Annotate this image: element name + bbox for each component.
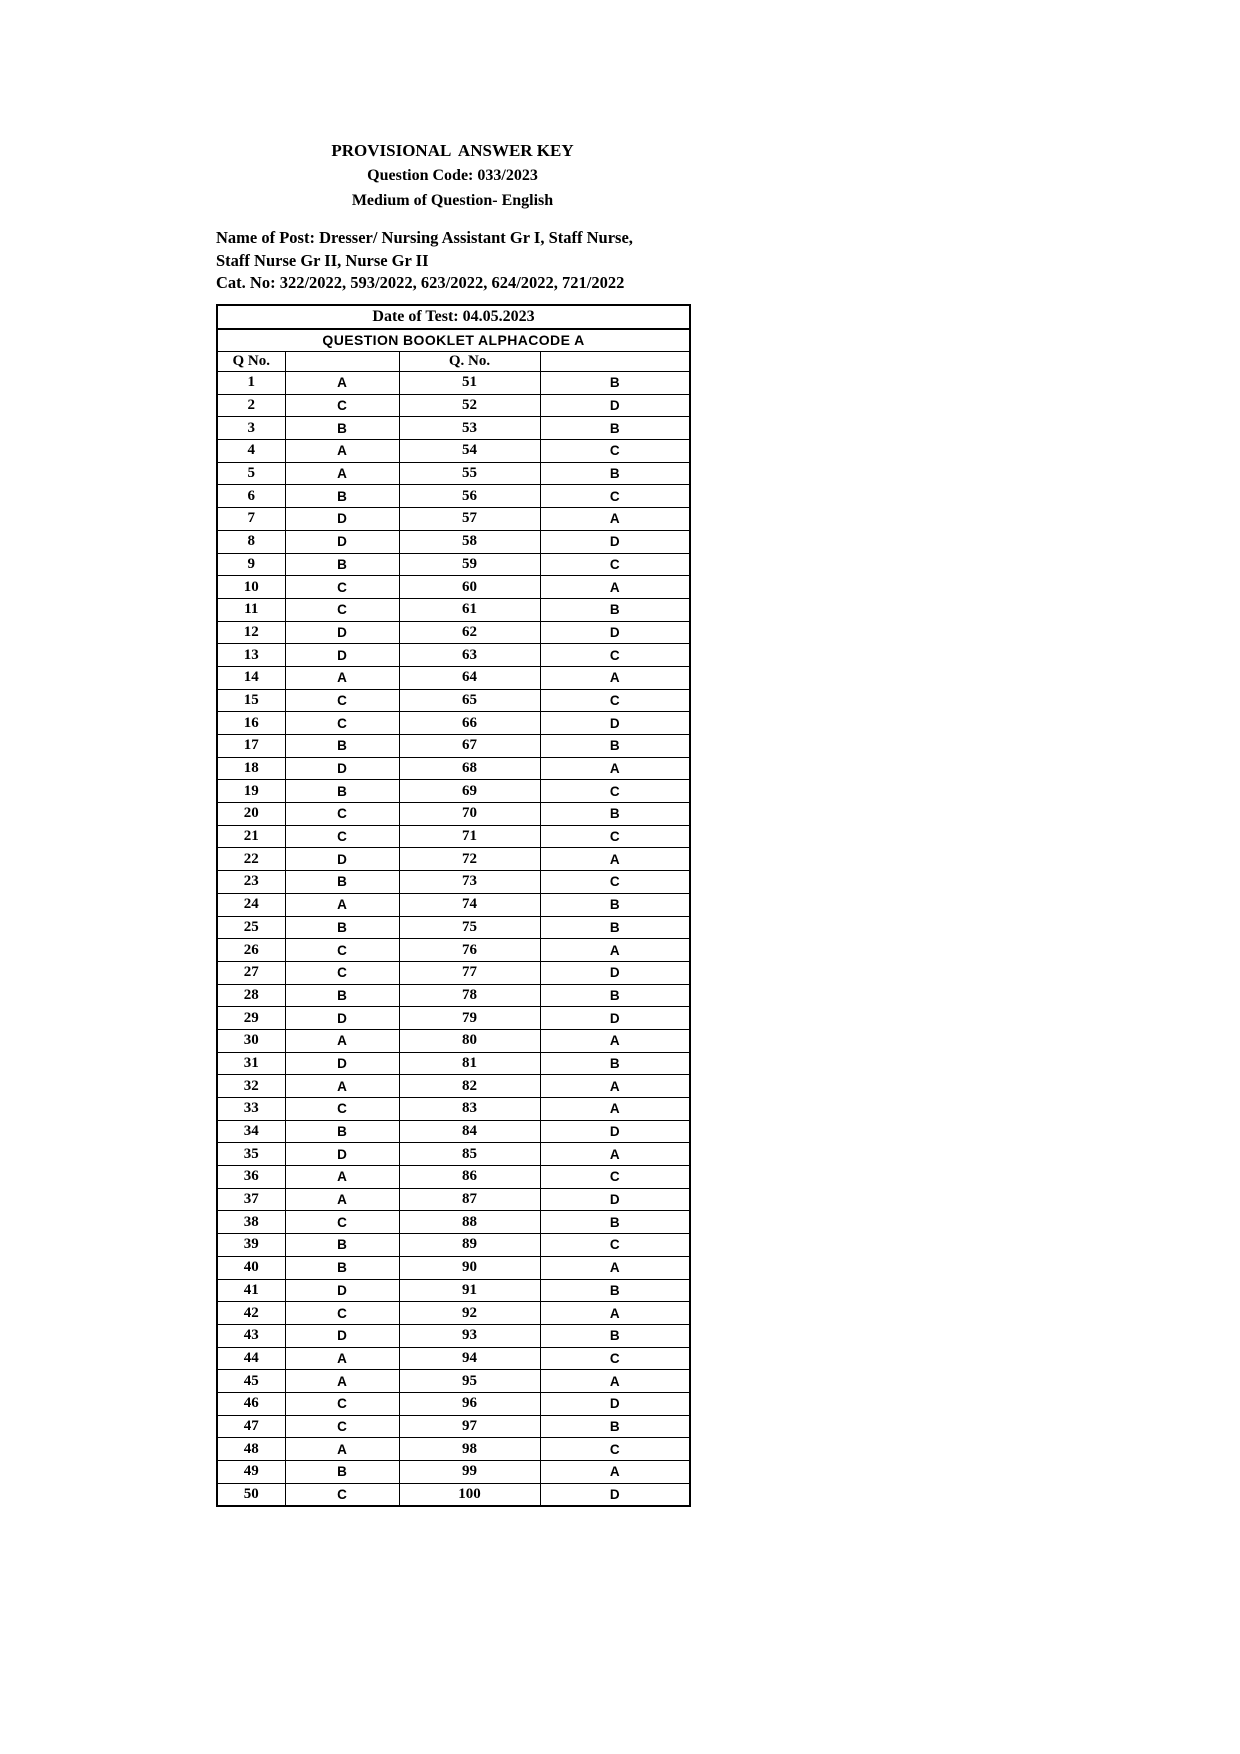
table-row (217, 1188, 690, 1211)
answer-cell: D (540, 394, 690, 417)
question-number-cell: 94 (399, 1347, 540, 1370)
answer-cell: B (540, 735, 690, 758)
answer-cell: A (540, 1075, 690, 1098)
table-row (217, 757, 690, 780)
question-number-cell: 14 (217, 666, 285, 689)
answer-cell: A (285, 1370, 399, 1393)
table-row (217, 916, 690, 939)
answer-cell: A (285, 462, 399, 485)
answer-cell: C (285, 598, 399, 621)
question-number-cell: 36 (217, 1166, 285, 1189)
table-row (217, 1098, 690, 1121)
answer-cell: C (540, 644, 690, 667)
answer-cell: B (285, 984, 399, 1007)
table-row (217, 666, 690, 689)
question-number-cell: 62 (399, 621, 540, 644)
alphacode-row (217, 329, 690, 352)
table-row (217, 1211, 690, 1234)
answer-cell: C (540, 825, 690, 848)
answer-cell: C (285, 576, 399, 599)
answer-cell: A (540, 1461, 690, 1484)
question-number-cell: 95 (399, 1370, 540, 1393)
question-number-cell: 89 (399, 1234, 540, 1257)
question-number-cell: 46 (217, 1392, 285, 1415)
question-number-cell: 12 (217, 621, 285, 644)
question-number-cell: 8 (217, 530, 285, 553)
answer-cell: C (285, 394, 399, 417)
answer-cell: D (540, 530, 690, 553)
question-number-cell: 52 (399, 394, 540, 417)
answer-cell: A (285, 1075, 399, 1098)
question-number-cell: 33 (217, 1098, 285, 1121)
question-number-cell: 49 (217, 1461, 285, 1484)
answer-cell: C (540, 1438, 690, 1461)
question-number-cell: 96 (399, 1392, 540, 1415)
answer-cell: C (285, 712, 399, 735)
table-row (217, 1324, 690, 1347)
answer-cell: B (540, 984, 690, 1007)
answer-cell: C (540, 780, 690, 803)
question-number-cell: 77 (399, 961, 540, 984)
question-number-cell: 17 (217, 735, 285, 758)
table-row (217, 939, 690, 962)
date-of-test-row (217, 305, 690, 329)
answer-cell: B (540, 1415, 690, 1438)
question-number-cell: 47 (217, 1415, 285, 1438)
name-of-post-line1: Name of Post: Dresser/ Nursing Assistant Gr I, Staff Nurse, (216, 228, 633, 247)
answer-cell: B (285, 1234, 399, 1257)
answer-cell: D (540, 1188, 690, 1211)
question-number-cell: 10 (217, 576, 285, 599)
table-row (217, 1302, 690, 1325)
answer-cell: C (540, 871, 690, 894)
answer-cell: C (540, 1234, 690, 1257)
question-number-cell: 60 (399, 576, 540, 599)
answer-cell: C (285, 1302, 399, 1325)
question-number-cell: 18 (217, 757, 285, 780)
answer-cell: B (540, 893, 690, 916)
question-number-cell: 32 (217, 1075, 285, 1098)
answer-cell: B (540, 1052, 690, 1075)
table-row (217, 1234, 690, 1257)
answer-cell: B (540, 803, 690, 826)
answer-cell: D (285, 848, 399, 871)
question-number-cell: 64 (399, 666, 540, 689)
table-row (217, 462, 690, 485)
answer-cell: C (285, 803, 399, 826)
answer-cell: A (540, 939, 690, 962)
table-row (217, 372, 690, 395)
table-row (217, 1438, 690, 1461)
question-number-cell: 4 (217, 440, 285, 463)
answer-cell: C (540, 1347, 690, 1370)
table-row (217, 1052, 690, 1075)
table-row (217, 1256, 690, 1279)
answer-cell: D (540, 961, 690, 984)
answer-cell: A (540, 1098, 690, 1121)
question-number-cell: 92 (399, 1302, 540, 1325)
answer-cell: B (285, 1256, 399, 1279)
question-number-cell: 98 (399, 1438, 540, 1461)
question-number-cell: 85 (399, 1143, 540, 1166)
table-row (217, 621, 690, 644)
answer-cell: D (285, 621, 399, 644)
question-number-cell: 26 (217, 939, 285, 962)
table-row (217, 485, 690, 508)
answer-cell: B (540, 372, 690, 395)
question-number-cell: 61 (399, 598, 540, 621)
table-row (217, 689, 690, 712)
answer-cell: D (285, 644, 399, 667)
question-number-cell: 68 (399, 757, 540, 780)
question-number-cell: 19 (217, 780, 285, 803)
question-number-cell: 71 (399, 825, 540, 848)
question-number-cell: 87 (399, 1188, 540, 1211)
col-header-qno-right: Q. No. (399, 352, 540, 372)
answer-cell: A (540, 848, 690, 871)
name-of-post-line2: Staff Nurse Gr II, Nurse Gr II (216, 250, 429, 270)
question-number-cell: 43 (217, 1324, 285, 1347)
question-number-cell: 20 (217, 803, 285, 826)
question-number-cell: 82 (399, 1075, 540, 1098)
answer-cell: A (540, 1302, 690, 1325)
answer-table-body (217, 372, 690, 1506)
question-number-cell: 54 (399, 440, 540, 463)
answer-cell: A (540, 1256, 690, 1279)
question-number-cell: 34 (217, 1120, 285, 1143)
answer-cell: C (285, 961, 399, 984)
category-number: Cat. No: 322/2022, 593/2022, 623/2022, 624/2022, 721/2022 (216, 273, 625, 292)
question-number-cell: 9 (217, 553, 285, 576)
question-number-cell: 79 (399, 1007, 540, 1030)
question-number-cell: 93 (399, 1324, 540, 1347)
answer-cell: D (540, 1483, 690, 1506)
table-row (217, 803, 690, 826)
question-number-cell: 13 (217, 644, 285, 667)
question-number-cell: 76 (399, 939, 540, 962)
answer-cell: D (285, 508, 399, 531)
question-number-cell: 84 (399, 1120, 540, 1143)
table-row (217, 1483, 690, 1506)
table-row (217, 825, 690, 848)
answer-cell: B (285, 916, 399, 939)
answer-cell: B (540, 916, 690, 939)
question-number-cell: 27 (217, 961, 285, 984)
question-number-cell: 70 (399, 803, 540, 826)
question-number-cell: 30 (217, 1029, 285, 1052)
answer-cell: C (285, 689, 399, 712)
question-number-cell: 75 (399, 916, 540, 939)
answer-cell: D (540, 1392, 690, 1415)
answer-cell: D (540, 621, 690, 644)
question-number-cell: 29 (217, 1007, 285, 1030)
table-row (217, 1075, 690, 1098)
answer-cell: B (285, 1461, 399, 1484)
question-number-cell: 39 (217, 1234, 285, 1257)
post-details-block (216, 227, 689, 295)
answer-cell: A (285, 440, 399, 463)
question-number-cell: 88 (399, 1211, 540, 1234)
answer-cell: B (540, 1211, 690, 1234)
table-row (217, 984, 690, 1007)
question-number-cell: 45 (217, 1370, 285, 1393)
table-row (217, 417, 690, 440)
answer-cell: B (285, 417, 399, 440)
answer-cell: A (285, 1029, 399, 1052)
table-row (217, 1370, 690, 1393)
document-content (216, 138, 689, 1507)
answer-cell: A (285, 1166, 399, 1189)
col-header-answer-right (540, 352, 690, 372)
question-number-cell: 91 (399, 1279, 540, 1302)
question-number-cell: 2 (217, 394, 285, 417)
table-row (217, 1415, 690, 1438)
answer-cell: C (285, 939, 399, 962)
question-number-cell: 58 (399, 530, 540, 553)
answer-cell: A (285, 893, 399, 916)
answer-cell: A (540, 1143, 690, 1166)
question-number-cell: 3 (217, 417, 285, 440)
answer-cell: D (285, 1007, 399, 1030)
question-number-cell: 44 (217, 1347, 285, 1370)
table-row (217, 644, 690, 667)
table-row (217, 1007, 690, 1030)
question-number-cell: 65 (399, 689, 540, 712)
question-number-cell: 16 (217, 712, 285, 735)
answer-cell: A (540, 1029, 690, 1052)
question-number-cell: 72 (399, 848, 540, 871)
table-row (217, 893, 690, 916)
answer-cell: C (285, 1392, 399, 1415)
table-row (217, 1143, 690, 1166)
answer-cell: A (285, 372, 399, 395)
table-row (217, 712, 690, 735)
question-number-cell: 7 (217, 508, 285, 531)
question-number-cell: 50 (217, 1483, 285, 1506)
question-number-cell: 57 (399, 508, 540, 531)
table-row (217, 961, 690, 984)
answer-cell: C (285, 1415, 399, 1438)
answer-cell: B (540, 1324, 690, 1347)
table-row (217, 598, 690, 621)
answer-cell: B (285, 871, 399, 894)
answer-key-table (216, 304, 691, 1507)
answer-cell: A (285, 1188, 399, 1211)
question-number-cell: 23 (217, 871, 285, 894)
answer-cell: A (285, 1347, 399, 1370)
question-number-cell: 40 (217, 1256, 285, 1279)
question-number-cell: 99 (399, 1461, 540, 1484)
question-number-cell: 22 (217, 848, 285, 871)
answer-cell: B (285, 485, 399, 508)
question-number-cell: 56 (399, 485, 540, 508)
answer-cell: A (540, 576, 690, 599)
question-number-cell: 41 (217, 1279, 285, 1302)
table-row (217, 394, 690, 417)
question-number-cell: 1 (217, 372, 285, 395)
answer-cell: A (285, 1438, 399, 1461)
question-number-cell: 66 (399, 712, 540, 735)
question-number-cell: 25 (217, 916, 285, 939)
answer-cell: D (540, 712, 690, 735)
answer-cell: D (285, 757, 399, 780)
answer-cell: D (540, 1007, 690, 1030)
question-number-cell: 100 (399, 1483, 540, 1506)
table-row (217, 780, 690, 803)
answer-cell: B (285, 780, 399, 803)
question-number-cell: 51 (399, 372, 540, 395)
table-row (217, 1166, 690, 1189)
question-number-cell: 78 (399, 984, 540, 1007)
table-row (217, 1461, 690, 1484)
question-number-cell: 15 (217, 689, 285, 712)
answer-cell: C (285, 1211, 399, 1234)
page-title: PROVISIONAL ANSWER KEY (331, 141, 574, 160)
date-of-test: Date of Test: 04.05.2023 (217, 305, 690, 329)
table-row (217, 848, 690, 871)
title-block (216, 138, 689, 213)
answer-cell: B (540, 417, 690, 440)
question-number-cell: 90 (399, 1256, 540, 1279)
answer-cell: B (540, 1279, 690, 1302)
question-code: Question Code: 033/2023 (367, 167, 538, 184)
table-row (217, 1029, 690, 1052)
table-row (217, 440, 690, 463)
table-row (217, 553, 690, 576)
question-number-cell: 5 (217, 462, 285, 485)
question-number-cell: 21 (217, 825, 285, 848)
table-row (217, 576, 690, 599)
question-number-cell: 42 (217, 1302, 285, 1325)
answer-cell: A (540, 1370, 690, 1393)
question-number-cell: 31 (217, 1052, 285, 1075)
table-row (217, 1347, 690, 1370)
table-row (217, 1279, 690, 1302)
question-number-cell: 55 (399, 462, 540, 485)
col-header-qno-left: Q No. (217, 352, 285, 372)
medium-of-question: Medium of Question- English (351, 192, 554, 209)
answer-cell: B (285, 553, 399, 576)
question-number-cell: 6 (217, 485, 285, 508)
question-number-cell: 86 (399, 1166, 540, 1189)
answer-cell: C (285, 825, 399, 848)
answer-cell: B (540, 598, 690, 621)
answer-cell: C (540, 689, 690, 712)
table-row (217, 508, 690, 531)
answer-cell: B (540, 462, 690, 485)
question-number-cell: 59 (399, 553, 540, 576)
answer-cell: B (285, 1120, 399, 1143)
question-number-cell: 81 (399, 1052, 540, 1075)
column-header-row (217, 352, 690, 372)
question-number-cell: 28 (217, 984, 285, 1007)
answer-cell: A (540, 757, 690, 780)
table-row (217, 1120, 690, 1143)
question-number-cell: 80 (399, 1029, 540, 1052)
answer-cell: D (285, 1324, 399, 1347)
answer-cell: B (285, 735, 399, 758)
alphacode-label: QUESTION BOOKLET ALPHACODE A (217, 329, 690, 352)
question-number-cell: 38 (217, 1211, 285, 1234)
question-number-cell: 83 (399, 1098, 540, 1121)
question-number-cell: 97 (399, 1415, 540, 1438)
answer-cell: C (540, 440, 690, 463)
col-header-answer-left (285, 352, 399, 372)
question-number-cell: 35 (217, 1143, 285, 1166)
answer-cell: D (285, 530, 399, 553)
question-number-cell: 69 (399, 780, 540, 803)
table-row (217, 530, 690, 553)
answer-cell: C (540, 1166, 690, 1189)
question-number-cell: 11 (217, 598, 285, 621)
answer-cell: C (285, 1483, 399, 1506)
answer-cell: D (285, 1143, 399, 1166)
table-row (217, 735, 690, 758)
question-number-cell: 67 (399, 735, 540, 758)
question-number-cell: 24 (217, 893, 285, 916)
question-number-cell: 53 (399, 417, 540, 440)
answer-cell: D (540, 1120, 690, 1143)
table-row (217, 871, 690, 894)
table-row (217, 1392, 690, 1415)
answer-cell: A (285, 666, 399, 689)
answer-cell: A (540, 508, 690, 531)
answer-cell: A (540, 666, 690, 689)
question-number-cell: 63 (399, 644, 540, 667)
question-number-cell: 37 (217, 1188, 285, 1211)
answer-cell: C (540, 485, 690, 508)
answer-cell: D (285, 1052, 399, 1075)
question-number-cell: 74 (399, 893, 540, 916)
answer-cell: C (540, 553, 690, 576)
answer-cell: D (285, 1279, 399, 1302)
question-number-cell: 73 (399, 871, 540, 894)
answer-cell: C (285, 1098, 399, 1121)
question-number-cell: 48 (217, 1438, 285, 1461)
